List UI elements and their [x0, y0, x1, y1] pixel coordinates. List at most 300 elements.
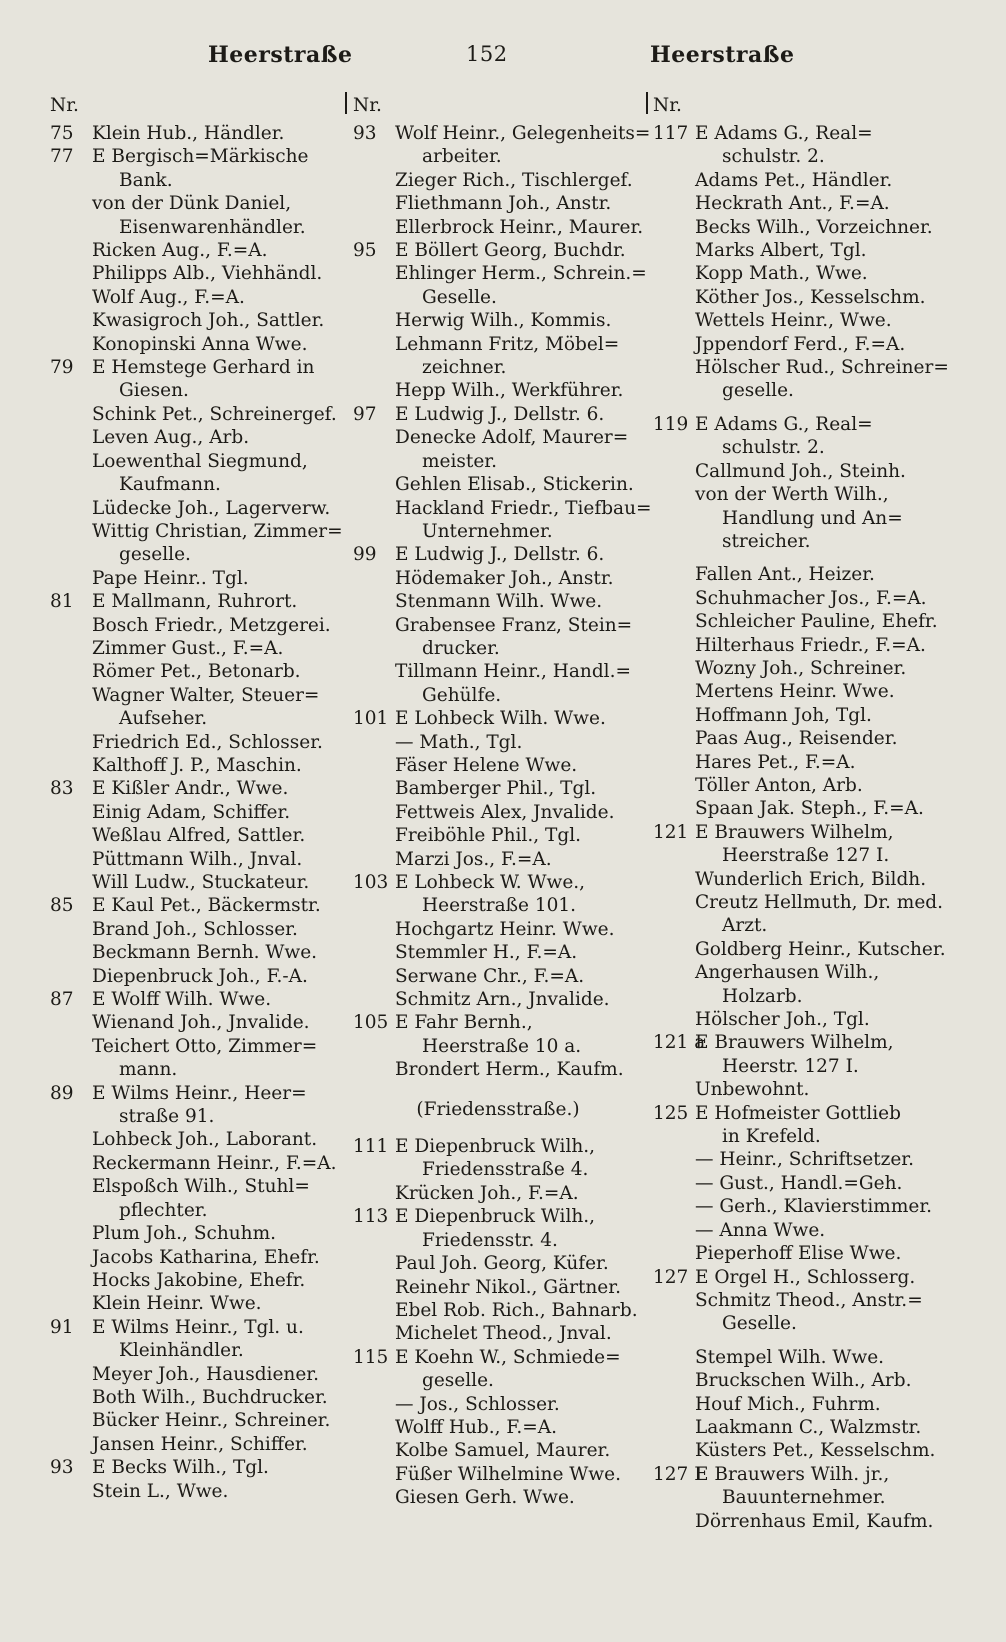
directory-entry: [653, 1416, 958, 1439]
directory-entry: [353, 309, 643, 332]
entry-text: E Diepenbruck Wilh.,: [395, 1206, 596, 1228]
entry-continuation: straße 91.: [119, 1106, 215, 1128]
entry-continuation: Gehülfe.: [422, 684, 502, 706]
directory-entry: [50, 520, 345, 567]
directory-entry: [353, 1463, 643, 1486]
directory-entry: [353, 1135, 643, 1182]
column-rule: [345, 92, 347, 114]
entry-text: Callmund Joh., Steinh.: [695, 460, 906, 482]
directory-entry: [50, 403, 345, 426]
directory-entry: [653, 1102, 958, 1149]
directory-entry: [653, 1510, 958, 1533]
entry-text: Stenmann Wilh. Wwe.: [395, 591, 603, 613]
directory-entry: [50, 1222, 345, 1245]
entry-text: E Böllert Georg, Buchdr.: [395, 240, 626, 262]
directory-entry: [50, 941, 345, 964]
entry-text: Freiböhle Phil., Tgl.: [395, 825, 582, 847]
directory-entry: [50, 684, 345, 731]
house-number: 79: [50, 357, 74, 379]
entry-text: Fliethmann Joh., Anstr.: [395, 193, 612, 215]
entry-continuation: Aufseher.: [119, 708, 208, 730]
entry-text: E Wilms Heinr., Tgl. u.: [92, 1316, 304, 1338]
entry-text: Loewenthal Siegmund,: [92, 450, 308, 472]
directory-entry: [653, 1008, 958, 1031]
section-heading: [353, 1098, 643, 1121]
entry-text: E Wolff Wilh. Wwe.: [92, 989, 272, 1011]
entry-text: E Diepenbruck Wilh.,: [395, 1136, 596, 1158]
directory-entry: [353, 1252, 643, 1275]
entry-text: E Hofmeister Gottlieb: [695, 1102, 901, 1124]
entry-text: von der Werth Wilh.,: [695, 484, 889, 506]
directory-entry: [653, 483, 958, 553]
entry-continuation: streicher.: [722, 530, 811, 552]
house-number: 115: [353, 1346, 389, 1368]
entry-text: E Kißler Andr., Wwe.: [92, 778, 289, 800]
running-header-right: Heerstraße: [650, 42, 795, 68]
house-number: 95: [353, 240, 377, 262]
entry-text: E Mallmann, Ruhrort.: [92, 591, 298, 613]
entry-continuation: Holzarb.: [722, 985, 803, 1007]
directory-entry: [50, 567, 345, 590]
directory-entry: [653, 868, 958, 891]
entry-text: Hares Pet., F.=A.: [695, 751, 856, 773]
directory-entry: [653, 961, 958, 1008]
directory-entry: [353, 1416, 643, 1439]
entry-text: Hoffmann Joh, Tgl.: [695, 704, 872, 726]
directory-entry: [353, 801, 643, 824]
house-number: 125: [653, 1102, 689, 1124]
entry-text: Heckrath Ant., F.=A.: [695, 193, 890, 215]
directory-entry: [653, 1463, 958, 1510]
entry-continuation: Bank.: [119, 169, 173, 191]
entry-text: Hackland Friedr., Tiefbau=: [395, 497, 652, 519]
directory-entry: [50, 1035, 345, 1082]
directory-entry: [353, 192, 643, 215]
entry-text: (Friedensstraße.): [416, 1098, 580, 1120]
directory-entry: [353, 543, 643, 566]
entry-text: Hödemaker Joh., Anstr.: [395, 567, 614, 589]
directory-entry: [50, 1480, 345, 1503]
directory-entry: [353, 1276, 643, 1299]
entry-text: Stein L., Wwe.: [92, 1480, 229, 1502]
entry-text: Römer Pet., Betonarb.: [92, 661, 301, 683]
directory-entry: [653, 1195, 958, 1218]
entry-text: Bruckschen Wilh., Arb.: [695, 1370, 912, 1392]
house-number: 105: [353, 1012, 389, 1034]
directory-entry: [50, 1152, 345, 1175]
directory-entry: [353, 1346, 643, 1393]
entry-continuation: Geselle.: [422, 286, 497, 308]
directory-entry: [50, 918, 345, 941]
directory-entry: [653, 309, 958, 332]
entry-text: Hilterhaus Friedr., F.=A.: [695, 634, 926, 656]
directory-entry: [50, 1386, 345, 1409]
directory-entry: [50, 965, 345, 988]
directory-entry: [653, 1369, 958, 1392]
column-3: [653, 92, 958, 1533]
entry-text: Plum Joh., Schuhm.: [92, 1223, 277, 1245]
entry-text: Lehmann Fritz, Möbel=: [395, 333, 620, 355]
entry-text: Ellerbrock Heinr., Maurer.: [395, 216, 644, 238]
directory-entry: [50, 1246, 345, 1269]
directory-entry: [50, 1363, 345, 1386]
directory-entry: [353, 567, 643, 590]
directory-entry: [653, 1242, 958, 1265]
directory-entry: [653, 239, 958, 262]
entry-text: Herwig Wilh., Kommis.: [395, 310, 612, 332]
entry-text: Angerhausen Wilh.,: [695, 962, 880, 984]
entry-text: Serwane Chr., F.=A.: [395, 965, 585, 987]
entry-text: Zimmer Gust., F.=A.: [92, 637, 284, 659]
entry-text: Wagner Walter, Steuer=: [92, 684, 320, 706]
entry-text: Jacobs Katharina, Ehefr.: [92, 1246, 320, 1268]
house-number: 121 a: [653, 1032, 706, 1054]
directory-entry: [50, 637, 345, 660]
directory-entry: [353, 1058, 643, 1081]
entry-text: Bosch Friedr., Metzgerei.: [92, 614, 331, 636]
directory-entry: [50, 145, 345, 192]
house-number: 97: [353, 403, 377, 425]
entry-text: E Hemstege Gerhard in: [92, 357, 315, 379]
entry-text: Wolf Heinr., Gelegenheits=: [395, 123, 651, 144]
directory-entry: [50, 1433, 345, 1456]
entry-text: Paas Aug., Reisender.: [695, 728, 898, 750]
directory-entry: [653, 356, 958, 403]
entry-text: Schleicher Pauline, Ehefr.: [695, 611, 938, 633]
entry-text: Goldberg Heinr., Kutscher.: [695, 938, 946, 960]
directory-entry: [50, 1292, 345, 1315]
house-number: 81: [50, 591, 74, 613]
directory-entry: [353, 403, 643, 426]
directory-entry: [653, 680, 958, 703]
entry-continuation: meister.: [422, 450, 497, 472]
nr-label: Nr.: [353, 95, 382, 116]
entry-text: Lüdecke Joh., Lagerverw.: [92, 497, 331, 519]
directory-entry: [653, 587, 958, 610]
entry-continuation: Heerstraße 101.: [422, 895, 577, 917]
directory-entry: [653, 797, 958, 820]
entry-continuation: Giesen.: [119, 380, 189, 402]
column-2: [353, 92, 652, 1510]
entry-text: E Ludwig J., Dellstr. 6.: [395, 403, 605, 425]
entry-text: Marzi Jos., F.=A.: [395, 848, 552, 870]
entry-text: Meyer Joh., Hausdiener.: [92, 1363, 319, 1385]
entry-continuation: Arzt.: [722, 915, 768, 937]
directory-entry: [653, 1346, 958, 1369]
entry-text: Krücken Joh., F.=A.: [395, 1182, 579, 1204]
directory-entry: [50, 426, 345, 449]
entry-text: Paul Joh. Georg, Küfer.: [395, 1253, 609, 1275]
entry-text: Tillmann Heinr., Handl.=: [395, 661, 631, 683]
directory-entry: [653, 657, 958, 680]
entry-text: E Lohbeck Wilh. Wwe.: [395, 708, 606, 730]
directory-entry: [653, 1266, 958, 1289]
entry-text: E Wilms Heinr., Heer=: [92, 1082, 307, 1104]
entry-text: Diepenbruck Joh., F.-A.: [92, 965, 308, 987]
directory-entry: [353, 707, 643, 730]
entry-text: Beckmann Bernh. Wwe.: [92, 942, 318, 964]
entry-text: E Lohbeck W. Wwe.,: [395, 872, 586, 893]
directory-entry: [353, 965, 643, 988]
directory-entry: [50, 1011, 345, 1034]
directory-entry: [50, 614, 345, 637]
house-number: 87: [50, 989, 74, 1011]
running-header-left: Heerstraße: [208, 42, 353, 68]
house-number: 77: [50, 146, 74, 168]
entry-text: Michelet Theod., Jnval.: [395, 1323, 612, 1345]
entry-text: Pieperhoff Elise Wwe.: [695, 1243, 902, 1265]
entry-continuation: drucker.: [422, 637, 500, 659]
entry-text: E Becks Wilh., Tgl.: [92, 1457, 269, 1479]
entry-text: — Heinr., Schriftsetzer.: [695, 1149, 915, 1171]
directory-entry: [353, 1182, 643, 1205]
entry-text: Kwasigroch Joh., Sattler.: [92, 310, 325, 332]
entry-text: Reckermann Heinr., F.=A.: [92, 1152, 337, 1174]
entry-text: E Ludwig J., Dellstr. 6.: [395, 544, 605, 566]
directory-entry: [653, 634, 958, 657]
entry-text: Zieger Rich., Tischlergef.: [395, 169, 633, 191]
directory-entry: [50, 871, 345, 894]
directory-entry: [50, 1409, 345, 1432]
entry-text: Klein Heinr. Wwe.: [92, 1293, 262, 1315]
entry-text: E Fahr Bernh.,: [395, 1012, 533, 1034]
house-number: 89: [50, 1082, 74, 1104]
directory-entry: [353, 1299, 643, 1322]
entry-text: Konopinski Anna Wwe.: [92, 333, 308, 355]
directory-entry: [50, 1456, 345, 1479]
entry-text: Wettels Heinr., Wwe.: [695, 310, 892, 332]
directory-entry: [353, 1011, 643, 1058]
directory-entry: [353, 1322, 643, 1345]
entry-continuation: Kleinhändler.: [119, 1340, 244, 1362]
entry-text: Brondert Herm., Kaufm.: [395, 1059, 624, 1081]
entry-text: Friedrich Ed., Schlosser.: [92, 731, 323, 753]
entry-continuation: geselle.: [119, 544, 191, 566]
entry-continuation: geselle.: [422, 1370, 494, 1392]
directory-entry: [50, 801, 345, 824]
entry-continuation: Eisenwarenhändler.: [119, 216, 306, 238]
entry-text: Stempel Wilh. Wwe.: [695, 1346, 885, 1368]
entry-text: E Koehn W., Schmiede=: [395, 1346, 621, 1368]
entry-text: — Jos., Schlosser.: [395, 1393, 560, 1415]
house-number: 113: [353, 1206, 389, 1228]
entry-text: Kolbe Samuel, Maurer.: [395, 1440, 611, 1462]
entry-text: Mertens Heinr. Wwe.: [695, 681, 895, 703]
directory-entry: [353, 473, 643, 496]
directory-entry: [50, 497, 345, 520]
directory-entry: [50, 122, 345, 145]
entry-text: Hepp Wilh., Werkführer.: [395, 380, 624, 402]
entry-text: Elspoßch Wilh., Stuhl=: [92, 1176, 310, 1198]
entry-text: Becks Wilh., Vorzeichner.: [695, 216, 933, 238]
entry-text: Spaan Jak. Steph., F.=A.: [695, 798, 924, 820]
entry-text: Teichert Otto, Zimmer=: [92, 1035, 318, 1057]
entry-text: Gehlen Elisab., Stickerin.: [395, 474, 634, 496]
entry-text: Reinehr Nikol., Gärtner.: [395, 1276, 621, 1298]
entry-continuation: Friedensstraße 4.: [422, 1159, 589, 1181]
entry-text: Hocks Jakobine, Ehefr.: [92, 1269, 306, 1291]
entry-text: Laakmann C., Walzmstr.: [695, 1416, 922, 1438]
directory-entry: [653, 1219, 958, 1242]
directory-entry: [653, 169, 958, 192]
directory-entry: [50, 731, 345, 754]
entry-text: Lohbeck Joh., Laborant.: [92, 1129, 318, 1151]
entry-text: Weßlau Alfred, Sattler.: [92, 825, 306, 847]
directory-entry: [50, 754, 345, 777]
page-number: 152: [466, 42, 508, 66]
entry-text: Jansen Heinr., Schiffer.: [92, 1433, 308, 1455]
entry-text: Hölscher Joh., Tgl.: [695, 1009, 870, 1031]
entry-text: Wienand Joh., Jnvalide.: [92, 1012, 310, 1034]
entry-continuation: Handlung und An=: [722, 507, 903, 529]
directory-entry: [653, 333, 958, 356]
entry-continuation: schulstr. 2.: [722, 146, 825, 168]
directory-entry: [353, 262, 647, 309]
nr-label: Nr.: [50, 95, 79, 116]
directory-entry: [653, 216, 958, 239]
directory-entry: [353, 426, 643, 473]
entry-text: — Gerh., Klavierstimmer.: [695, 1196, 933, 1218]
directory-entry: [50, 333, 345, 356]
entry-continuation: Geselle.: [722, 1313, 797, 1335]
directory-entry: [50, 192, 345, 239]
entry-text: Töller Anton, Arb.: [695, 774, 863, 796]
directory-entry: [353, 1205, 643, 1252]
directory-entry: [353, 497, 652, 544]
entry-text: Hochgartz Heinr. Wwe.: [395, 918, 615, 940]
directory-entry: [653, 1289, 958, 1336]
directory-entry: [353, 1439, 643, 1462]
directory-entry: [353, 239, 643, 262]
entry-continuation: schulstr. 2.: [722, 437, 825, 459]
directory-entry: [653, 1148, 958, 1171]
entry-text: Philipps Alb., Viehhändl.: [92, 263, 323, 285]
directory-entry: [653, 821, 958, 868]
entry-text: Wozny Joh., Schreiner.: [695, 657, 907, 679]
entry-text: Fallen Ant., Heizer.: [695, 564, 875, 586]
directory-entry: [50, 824, 345, 847]
entry-text: E Brauwers Wilh. jr.,: [695, 1463, 890, 1485]
entry-continuation: in Krefeld.: [722, 1126, 821, 1148]
directory-entry: [653, 413, 958, 460]
house-number: 103: [353, 872, 389, 893]
entry-continuation: pflechter.: [119, 1199, 208, 1221]
house-number: 85: [50, 895, 74, 917]
entry-text: Wunderlich Erich, Bildh.: [695, 868, 927, 890]
directory-entry: [653, 1031, 958, 1078]
entry-text: Schink Pet., Schreinergef.: [92, 403, 337, 425]
directory-entry: [653, 727, 958, 750]
directory-entry: [653, 122, 958, 169]
entry-text: E Orgel H., Schlosserg.: [695, 1266, 916, 1288]
directory-entry: [653, 774, 958, 797]
entry-text: — Gust., Handl.=Geh.: [695, 1172, 903, 1194]
entry-continuation: Bauunternehmer.: [722, 1487, 886, 1509]
entry-continuation: mann.: [119, 1059, 178, 1081]
entry-text: Marks Albert, Tgl.: [695, 240, 867, 262]
entry-continuation: geselle.: [722, 380, 794, 402]
entry-continuation: Heerstraße 10 a.: [422, 1035, 582, 1057]
entry-text: E Kaul Pet., Bäckermstr.: [92, 895, 321, 917]
entry-text: Kalthoff J. P., Maschin.: [92, 754, 302, 776]
entry-text: Ehlinger Herm., Schrein.=: [395, 263, 647, 285]
directory-entry: [353, 169, 643, 192]
directory-entry: [50, 1316, 345, 1363]
entry-text: Pape Heinr.. Tgl.: [92, 567, 249, 589]
directory-entry: [353, 731, 643, 754]
house-number: 93: [353, 123, 377, 144]
directory-entry: [653, 262, 958, 285]
directory-entry: [353, 848, 643, 871]
directory-entry: [353, 122, 651, 169]
entry-text: Grabensee Franz, Stein=: [395, 614, 633, 636]
entry-text: E Adams G., Real=: [695, 413, 873, 435]
entry-text: E Adams G., Real=: [695, 123, 873, 144]
house-number: 127 I: [653, 1463, 702, 1485]
directory-entry: [50, 777, 345, 800]
entry-text: Brand Joh., Schlosser.: [92, 918, 298, 940]
entry-text: — Math., Tgl.: [395, 731, 523, 753]
directory-entry: [50, 848, 345, 871]
entry-continuation: arbeiter.: [422, 146, 502, 168]
entry-text: Schuhmacher Jos., F.=A.: [695, 587, 927, 609]
directory-entry: [50, 1269, 345, 1292]
entry-text: E Brauwers Wilhelm,: [695, 821, 894, 843]
directory-entry: [653, 1078, 958, 1101]
entry-text: Bamberger Phil., Tgl.: [395, 778, 597, 800]
directory-entry: [50, 286, 345, 309]
directory-entry: [653, 563, 958, 586]
entry-text: Schmitz Theod., Anstr.=: [695, 1289, 923, 1311]
entry-text: Giesen Gerh. Wwe.: [395, 1487, 575, 1509]
directory-entry: [653, 938, 958, 961]
directory-entry: [50, 894, 345, 917]
entry-text: Dörrenhaus Emil, Kaufm.: [695, 1510, 934, 1532]
directory-entry: [653, 751, 958, 774]
directory-entry: [353, 1486, 643, 1509]
entry-text: Köther Jos., Kesselschm.: [695, 286, 926, 308]
directory-entry: [653, 286, 958, 309]
directory-entry: [353, 333, 643, 380]
house-number: 121: [653, 821, 689, 843]
directory-entry: [353, 918, 643, 941]
directory-entry: [653, 1393, 958, 1416]
directory-entry: [50, 262, 345, 285]
house-number: 75: [50, 123, 74, 144]
directory-entry: [50, 450, 345, 497]
entry-text: Einig Adam, Schiffer.: [92, 801, 291, 823]
directory-entry: [353, 777, 643, 800]
entry-text: Klein Hub., Händler.: [92, 123, 285, 144]
entry-text: Kopp Math., Wwe.: [695, 263, 868, 285]
entry-text: Stemmler H., F.=A.: [395, 942, 578, 964]
entry-text: Hölscher Rud., Schreiner=: [695, 357, 949, 379]
directory-entry: [353, 941, 643, 964]
entry-continuation: Heerstraße 127 I.: [722, 845, 890, 867]
directory-entry: [353, 871, 643, 918]
entry-text: Füßer Wilhelmine Wwe.: [395, 1463, 621, 1485]
directory-entry: [653, 460, 958, 483]
directory-entry: [50, 660, 345, 683]
house-number: 111: [353, 1136, 389, 1158]
directory-entry: [50, 1082, 345, 1129]
directory-entry: [353, 614, 643, 661]
column-rule: [646, 92, 648, 114]
directory-entry: [50, 1175, 345, 1222]
directory-entry: [653, 192, 958, 215]
entry-continuation: Unternehmer.: [422, 520, 553, 542]
entry-text: Jppendorf Ferd., F.=A.: [695, 333, 906, 355]
